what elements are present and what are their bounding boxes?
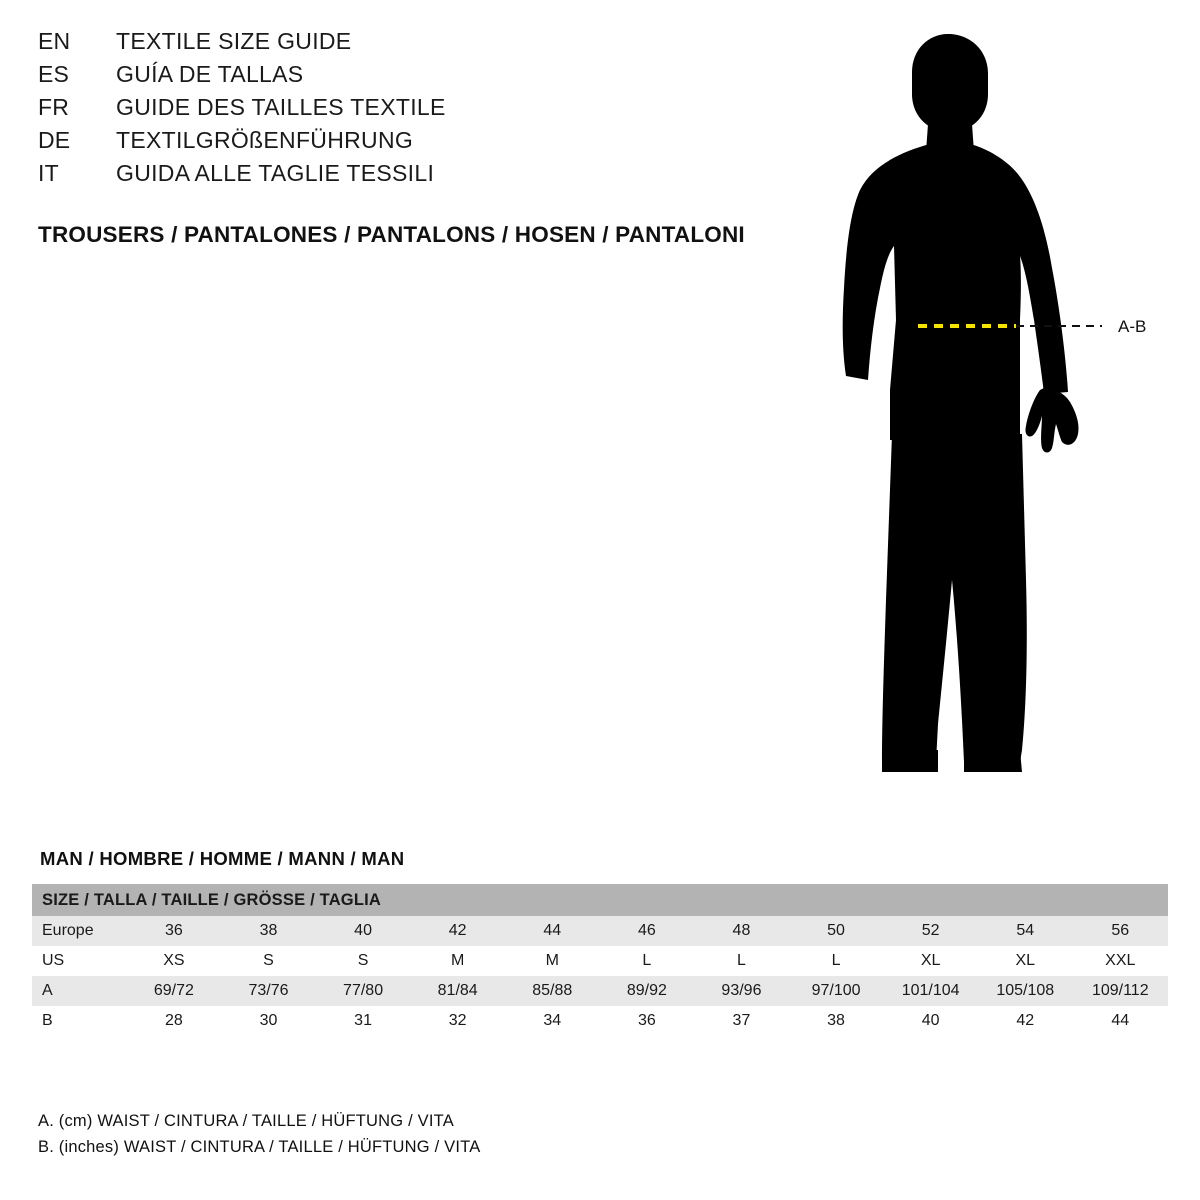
table-cell: 40 — [316, 916, 411, 946]
table-cell: 34 — [505, 1006, 600, 1036]
footnote-a: A. (cm) WAIST / CINTURA / TAILLE / HÜFTUNG / VITA — [38, 1112, 454, 1130]
table-cell: XXL — [1073, 946, 1168, 976]
table-cell: 38 — [221, 916, 316, 946]
language-row — [38, 127, 818, 160]
table-cell: S — [316, 946, 411, 976]
row-label: Europe — [32, 916, 127, 946]
table-header-row — [32, 884, 1168, 916]
table-cell: 81/84 — [410, 976, 505, 1006]
table-cell: 52 — [883, 916, 978, 946]
table-cell: 40 — [883, 1006, 978, 1036]
table-cell: 109/112 — [1073, 976, 1168, 1006]
table-cell: 38 — [789, 1006, 884, 1036]
row-label: A — [32, 976, 127, 1006]
language-code: IT — [38, 160, 59, 186]
table-row — [32, 976, 1168, 1006]
language-code: DE — [38, 127, 71, 153]
table-cell: 101/104 — [883, 976, 978, 1006]
table-cell: XS — [127, 946, 222, 976]
table-row — [32, 1006, 1168, 1036]
table-cell: 56 — [1073, 916, 1168, 946]
table-cell: 105/108 — [978, 976, 1073, 1006]
language-text: GUIDA ALLE TAGLIE TESSILI — [116, 160, 435, 186]
man-silhouette-icon — [843, 34, 1147, 772]
measure-label-text: A-B — [1118, 317, 1147, 336]
table-cell: L — [694, 946, 789, 976]
language-code: EN — [38, 28, 71, 54]
table-cell: L — [789, 946, 884, 976]
table-cell: 42 — [410, 916, 505, 946]
language-text: TEXTILE SIZE GUIDE — [116, 28, 352, 54]
row-label: US — [32, 946, 127, 976]
table-cell: M — [505, 946, 600, 976]
table-title: MAN / HOMBRE / HOMME / MANN / MAN — [40, 848, 405, 869]
table-cell: 30 — [221, 1006, 316, 1036]
footnotes — [38, 1108, 480, 1160]
language-row — [38, 94, 818, 127]
table-cell: 93/96 — [694, 976, 789, 1006]
table-header-label: SIZE / TALLA / TAILLE / GRÖSSE / TAGLIA — [32, 884, 1168, 916]
table-cell: 54 — [978, 916, 1073, 946]
table-cell: 89/92 — [600, 976, 695, 1006]
table-cell: 42 — [978, 1006, 1073, 1036]
size-table-section — [32, 848, 1168, 1036]
language-code: ES — [38, 61, 70, 87]
table-cell: 69/72 — [127, 976, 222, 1006]
language-row — [38, 61, 818, 94]
figure-illustration — [830, 20, 1190, 810]
table-row — [32, 916, 1168, 946]
table-cell: 46 — [600, 916, 695, 946]
table-cell: 32 — [410, 1006, 505, 1036]
table-cell: 73/76 — [221, 976, 316, 1006]
table-cell: 36 — [127, 916, 222, 946]
language-text: GUIDE DES TAILLES TEXTILE — [116, 94, 446, 120]
table-cell: 36 — [600, 1006, 695, 1036]
row-label: B — [32, 1006, 127, 1036]
table-cell: S — [221, 946, 316, 976]
table-cell: 97/100 — [789, 976, 884, 1006]
table-cell: M — [410, 946, 505, 976]
table-cell: 44 — [505, 916, 600, 946]
table-cell: 48 — [694, 916, 789, 946]
table-cell: 85/88 — [505, 976, 600, 1006]
table-cell: 31 — [316, 1006, 411, 1036]
language-code: FR — [38, 94, 70, 120]
language-text: GUÍA DE TALLAS — [116, 61, 304, 87]
size-table — [32, 884, 1168, 1036]
table-cell: XL — [978, 946, 1073, 976]
table-cell: 28 — [127, 1006, 222, 1036]
table-cell: 77/80 — [316, 976, 411, 1006]
table-cell: XL — [883, 946, 978, 976]
language-text: TEXTILGRÖßENFÜHRUNG — [116, 127, 414, 153]
table-cell: L — [600, 946, 695, 976]
language-row — [38, 28, 818, 61]
language-list — [38, 28, 818, 193]
garment-type-label: TROUSERS / PANTALONES / PANTALONS / HOSEN / PANTALONI — [38, 222, 745, 247]
table-row — [32, 946, 1168, 976]
language-row — [38, 160, 818, 193]
table-cell: 44 — [1073, 1006, 1168, 1036]
table-cell: 37 — [694, 1006, 789, 1036]
footnote-b: B. (inches) WAIST / CINTURA / TAILLE / HÜFTUNG / VITA — [38, 1138, 481, 1156]
table-cell: 50 — [789, 916, 884, 946]
